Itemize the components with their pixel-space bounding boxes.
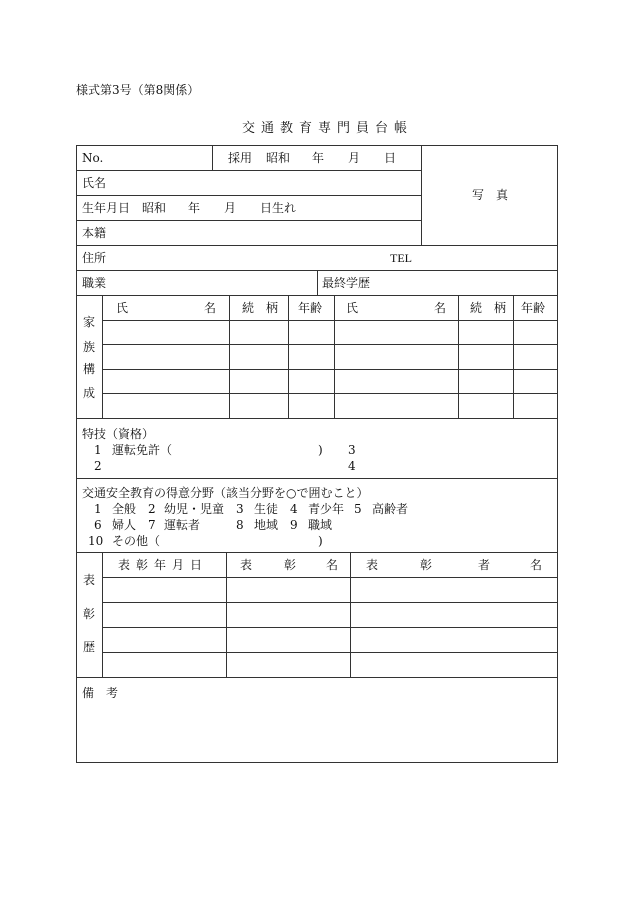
family-col-age-1: 年齢: [298, 301, 323, 315]
awards-col-date: 表彰年月日: [118, 558, 209, 572]
family-side-3: 構: [83, 362, 96, 376]
field-2-num: 2: [148, 502, 156, 516]
skill-1-close: ): [318, 443, 323, 457]
fields-label: 交通安全教育の得意分野（該当分野を○で囲むこと）: [82, 486, 369, 500]
family-side-4: 成: [83, 386, 96, 400]
family-col-relation-2: 続 柄: [470, 301, 507, 315]
hire-label: 採用: [228, 151, 253, 165]
photo-label: 写 真: [472, 188, 509, 202]
family-col-name-2a: 氏: [346, 301, 359, 315]
hire-day: 日: [384, 151, 397, 165]
family-col-name-2b: 名: [434, 301, 447, 315]
hire-year: 年: [312, 151, 325, 165]
family-col-name-1a: 氏: [116, 301, 129, 315]
field-1-num: 1: [94, 502, 102, 516]
frame-top: [76, 145, 558, 146]
field-3-text: 生徒: [254, 502, 279, 516]
field-8-num: 8: [236, 518, 244, 532]
form-title: 交通教育専門員台帳: [242, 121, 414, 136]
awards-side-2: 彰: [83, 607, 96, 621]
field-9-text: 職域: [308, 518, 333, 532]
field-9-num: 9: [290, 518, 298, 532]
skill-4-num: 4: [348, 459, 356, 473]
field-5-text: 高齢者: [372, 502, 409, 516]
awards-col-award-3: 名: [326, 558, 339, 572]
frame-bottom: [76, 762, 558, 763]
field-6-text: 婦人: [112, 518, 137, 532]
skill-2-num: 2: [94, 459, 102, 473]
tel-label: TEL: [390, 251, 412, 265]
birth-label: 生年月日: [82, 201, 131, 215]
awards-col-awarder-3: 者: [478, 558, 491, 572]
occupation-label: 職業: [82, 276, 107, 290]
field-10-close: ): [318, 534, 323, 548]
skills-label: 特技（資格）: [82, 427, 155, 441]
field-7-num: 7: [148, 518, 156, 532]
field-4-text: 青少年: [308, 502, 345, 516]
birth-era: 昭和: [142, 201, 167, 215]
field-6-num: 6: [94, 518, 102, 532]
awards-col-awarder-1: 表: [366, 558, 379, 572]
hire-era: 昭和: [266, 151, 291, 165]
awards-col-awarder-2: 彰: [420, 558, 433, 572]
field-7-text: 運転者: [164, 518, 201, 532]
education-label: 最終学歴: [322, 276, 371, 290]
field-10-text: その他（: [112, 534, 161, 548]
awards-col-award-1: 表: [240, 558, 253, 572]
family-col-age-2: 年齢: [521, 301, 546, 315]
skill-1-text: 運転免許（: [112, 443, 173, 457]
field-10-num: 10: [88, 534, 104, 548]
hire-month: 月: [348, 151, 361, 165]
birth-born: 日生れ: [260, 201, 297, 215]
family-side-2: 族: [83, 340, 96, 354]
remarks-label: 備 考: [82, 686, 119, 700]
field-3-num: 3: [236, 502, 244, 516]
no-label: No.: [82, 151, 104, 165]
form-number: 様式第3号（第8関係）: [76, 83, 200, 97]
family-col-name-1b: 名: [204, 301, 217, 315]
birth-month: 月: [224, 201, 237, 215]
skill-3-num: 3: [348, 443, 356, 457]
field-4-num: 4: [290, 502, 298, 516]
awards-side-1: 表: [83, 573, 96, 587]
family-col-relation-1: 続 柄: [242, 301, 279, 315]
frame-right: [557, 145, 558, 762]
field-1-text: 全般: [112, 502, 137, 516]
family-side-1: 家: [83, 315, 96, 329]
field-2-text: 幼児・児童: [164, 502, 225, 516]
field-8-text: 地域: [254, 518, 279, 532]
field-5-num: 5: [354, 502, 362, 516]
domicile-label: 本籍: [82, 226, 107, 240]
frame-left: [76, 145, 77, 762]
name-label: 氏名: [82, 176, 107, 190]
awards-col-award-2: 彰: [284, 558, 297, 572]
awards-col-awarder-4: 名: [530, 558, 543, 572]
address-label: 住所: [82, 251, 107, 265]
awards-side-3: 歴: [83, 640, 96, 654]
skill-1-num: 1: [94, 443, 102, 457]
birth-year: 年: [188, 201, 201, 215]
